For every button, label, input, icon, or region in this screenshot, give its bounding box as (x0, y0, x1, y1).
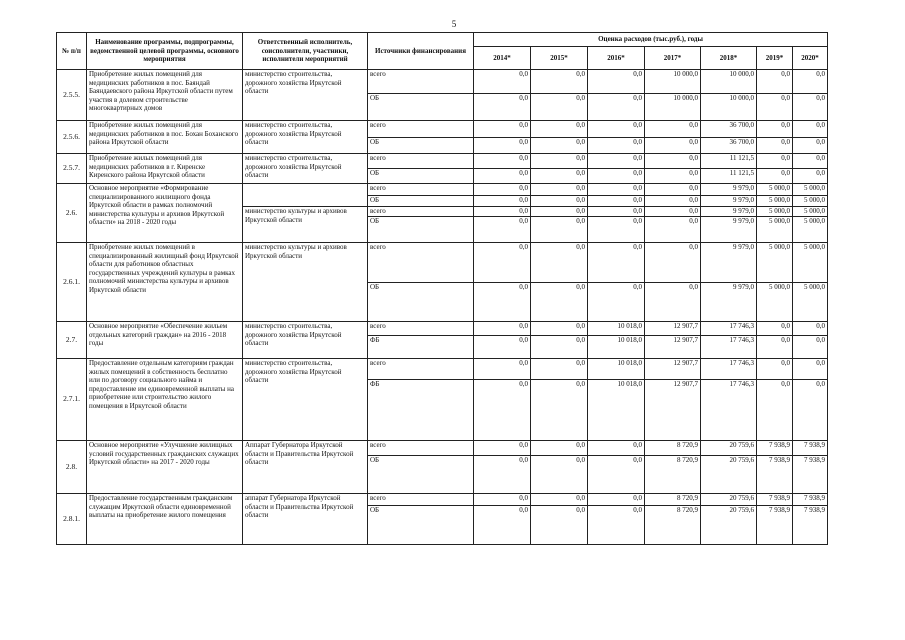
value-cell: 0,0 (531, 184, 588, 196)
value-cell: 20 759,6 (701, 506, 757, 545)
value-cell: 0,0 (793, 359, 828, 380)
value-cell: 12 907,7 (645, 359, 701, 380)
value-cell: 0,0 (757, 138, 793, 154)
row-number: 2.5.7. (57, 154, 87, 184)
value-cell: 0,0 (757, 169, 793, 184)
executor (243, 184, 368, 207)
table-row (57, 322, 828, 336)
value-cell: 0,0 (531, 138, 588, 154)
funding-source: ОБ (368, 217, 474, 243)
value-cell: 0,0 (793, 121, 828, 138)
value-cell: 5 000,0 (757, 283, 793, 322)
value-cell: 5 000,0 (793, 184, 828, 196)
row-number: 2.5.6. (57, 121, 87, 154)
activity-name: Основное мероприятие «Обеспечение жильем отдельных категорий граждан» на 2016 - 2018 годы (87, 322, 243, 359)
value-cell: 0,0 (645, 154, 701, 169)
value-cell: 0,0 (531, 243, 588, 283)
value-cell: 17 746,3 (701, 336, 757, 359)
value-cell: 9 979,0 (701, 184, 757, 196)
value-cell: 9 979,0 (701, 196, 757, 207)
value-cell: 0,0 (588, 283, 645, 322)
value-cell: 0,0 (793, 70, 828, 94)
value-cell: 7 938,9 (757, 441, 793, 456)
value-cell: 5 000,0 (757, 243, 793, 283)
value-cell: 5 000,0 (757, 196, 793, 207)
value-cell: 0,0 (793, 138, 828, 154)
funding-source: всего (368, 322, 474, 336)
value-cell: 0,0 (588, 154, 645, 169)
value-cell: 10 000,0 (701, 70, 757, 94)
value-cell: 0,0 (474, 243, 531, 283)
value-cell: 8 720,9 (645, 456, 701, 494)
value-cell: 0,0 (645, 243, 701, 283)
value-cell: 0,0 (531, 456, 588, 494)
value-cell: 0,0 (588, 207, 645, 217)
value-cell: 0,0 (531, 196, 588, 207)
value-cell: 0,0 (531, 283, 588, 322)
executor: аппарат Губернатора Иркутской области и Правительства Иркутской области (243, 494, 368, 545)
executor: министерство культуры и архивов Иркутской области (243, 207, 368, 243)
row-number: 2.8.1. (57, 494, 87, 545)
table-row (57, 121, 828, 138)
value-cell: 10 018,0 (588, 336, 645, 359)
value-cell: 0,0 (588, 94, 645, 121)
value-cell: 0,0 (474, 494, 531, 506)
value-cell: 0,0 (588, 456, 645, 494)
value-cell: 0,0 (531, 169, 588, 184)
executor: Аппарат Губернатора Иркутской области и Правительства Иркутской области (243, 441, 368, 494)
value-cell: 20 759,6 (701, 456, 757, 494)
value-cell: 0,0 (645, 121, 701, 138)
funding-source: всего (368, 243, 474, 283)
value-cell: 0,0 (531, 154, 588, 169)
value-cell: 0,0 (793, 322, 828, 336)
value-cell: 10 000,0 (645, 94, 701, 121)
value-cell: 0,0 (474, 380, 531, 441)
value-cell: 0,0 (645, 184, 701, 196)
header-estimate: Оценка расходов (тыс.руб.), годы (474, 33, 828, 47)
executor: министерство культуры и архивов Иркутской области (243, 243, 368, 322)
table-row (57, 70, 828, 94)
value-cell: 0,0 (474, 207, 531, 217)
value-cell: 0,0 (474, 138, 531, 154)
activity-name: Предоставление государственным гражданским служащим Иркутской области единовременной выплаты на приобретение жилого помещения (87, 494, 243, 545)
value-cell: 0,0 (588, 70, 645, 94)
value-cell: 9 979,0 (701, 243, 757, 283)
executor: министерство строительства, дорожного хозяйства Иркутской области (243, 359, 368, 441)
table-row (57, 243, 828, 283)
value-cell: 5 000,0 (757, 217, 793, 243)
value-cell: 0,0 (588, 441, 645, 456)
value-cell: 20 759,6 (701, 494, 757, 506)
value-cell: 0,0 (531, 94, 588, 121)
activity-name: Приобретение жилых помещений для медицинских работников в г. Киренске Киренского района Иркутской области (87, 154, 243, 184)
funding-source: всего (368, 359, 474, 380)
value-cell: 9 979,0 (701, 283, 757, 322)
value-cell: 0,0 (757, 322, 793, 336)
value-cell: 0,0 (474, 184, 531, 196)
value-cell: 0,0 (531, 70, 588, 94)
value-cell: 36 700,0 (701, 121, 757, 138)
table-row (57, 154, 828, 169)
value-cell: 0,0 (588, 184, 645, 196)
value-cell: 0,0 (588, 506, 645, 545)
row-number: 2.5.5. (57, 70, 87, 121)
value-cell: 0,0 (645, 207, 701, 217)
funding-source: всего (368, 184, 474, 196)
value-cell: 0,0 (531, 441, 588, 456)
value-cell: 7 938,9 (793, 441, 828, 456)
value-cell: 9 979,0 (701, 217, 757, 243)
value-cell: 17 746,3 (701, 322, 757, 336)
value-cell: 0,0 (757, 359, 793, 380)
activity-name: Приобретение жилых помещений для медицинских работников в пос. Бохан Боханского района Иркутской области (87, 121, 243, 154)
value-cell: 8 720,9 (645, 494, 701, 506)
row-number: 2.7. (57, 322, 87, 359)
value-cell: 0,0 (757, 70, 793, 94)
header-year: 2014* (474, 47, 531, 70)
activity-name: Основное мероприятие «Формирование специализированного жилищного фонда Иркутской области в рамках полномочий министерства культуры и архивов Иркутской области» на 2018 - 2020 годы (87, 184, 243, 243)
value-cell: 7 938,9 (793, 494, 828, 506)
header-year: 2015* (531, 47, 588, 70)
value-cell: 5 000,0 (793, 283, 828, 322)
value-cell: 5 000,0 (793, 207, 828, 217)
funding-source: ОБ (368, 138, 474, 154)
funding-source: ОБ (368, 196, 474, 207)
row-number: 2.6.1. (57, 243, 87, 322)
value-cell: 0,0 (474, 121, 531, 138)
activity-name: Предоставление отдельным категориям граждан жилых помещений в собственность бесплатно или по договору социального найма и предоставление им единовременной выплаты на приобретение или строительство жилого помещения в Иркутской области (87, 359, 243, 441)
value-cell: 0,0 (645, 283, 701, 322)
value-cell: 9 979,0 (701, 207, 757, 217)
activity-name: Приобретение жилых помещений для медицинских работников в пос. Баяндай Баяндаевского района Иркутской области путем участия в долевом строительстве многоквартирных домов (87, 70, 243, 121)
header-num: № п/п (57, 33, 87, 70)
header-executor: Ответственный исполнитель, соисполнители, участники, исполнители мероприятий (243, 33, 368, 70)
funding-source: ФБ (368, 336, 474, 359)
funding-source: всего (368, 494, 474, 506)
value-cell: 8 720,9 (645, 506, 701, 545)
header-year: 2020* (793, 47, 828, 70)
value-cell: 0,0 (588, 121, 645, 138)
value-cell: 17 746,3 (701, 359, 757, 380)
funding-source: ФБ (368, 380, 474, 441)
header-source: Источники финансирования (368, 33, 474, 70)
header-year: 2018* (701, 47, 757, 70)
executor: министерство строительства, дорожного хозяйства Иркутской области (243, 121, 368, 154)
value-cell: 10 018,0 (588, 322, 645, 336)
funding-source: всего (368, 121, 474, 138)
value-cell: 5 000,0 (757, 207, 793, 217)
row-number: 2.7.1. (57, 359, 87, 441)
value-cell: 0,0 (757, 121, 793, 138)
value-cell: 0,0 (588, 138, 645, 154)
value-cell: 7 938,9 (793, 506, 828, 545)
value-cell: 5 000,0 (793, 243, 828, 283)
value-cell: 0,0 (474, 456, 531, 494)
funding-source: всего (368, 70, 474, 94)
value-cell: 0,0 (645, 217, 701, 243)
value-cell: 36 700,0 (701, 138, 757, 154)
value-cell: 0,0 (793, 380, 828, 441)
row-number: 2.8. (57, 441, 87, 494)
header-year: 2017* (645, 47, 701, 70)
value-cell: 0,0 (531, 506, 588, 545)
header-year: 2016* (588, 47, 645, 70)
value-cell: 0,0 (793, 169, 828, 184)
value-cell: 0,0 (645, 196, 701, 207)
value-cell: 0,0 (757, 94, 793, 121)
header-year: 2019* (757, 47, 793, 70)
value-cell: 11 121,5 (701, 154, 757, 169)
value-cell: 0,0 (588, 243, 645, 283)
table-row (57, 441, 828, 456)
value-cell: 0,0 (531, 494, 588, 506)
value-cell: 0,0 (793, 154, 828, 169)
executor: министерство строительства, дорожного хозяйства Иркутской области (243, 70, 368, 121)
value-cell: 0,0 (757, 154, 793, 169)
executor: министерство строительства, дорожного хозяйства Иркутской области (243, 322, 368, 359)
page-number: 5 (451, 19, 457, 29)
value-cell: 0,0 (757, 336, 793, 359)
value-cell: 0,0 (588, 217, 645, 243)
value-cell: 0,0 (474, 169, 531, 184)
value-cell: 0,0 (474, 506, 531, 545)
value-cell: 0,0 (474, 441, 531, 456)
value-cell: 5 000,0 (793, 196, 828, 207)
value-cell: 0,0 (531, 217, 588, 243)
value-cell: 12 907,7 (645, 336, 701, 359)
header-name: Наименование программы, подпрограммы, ведомственной целевой программы, основного мероприятия (87, 33, 243, 70)
value-cell: 0,0 (757, 380, 793, 441)
funding-source: ОБ (368, 506, 474, 545)
funding-source: ОБ (368, 283, 474, 322)
value-cell: 0,0 (588, 494, 645, 506)
value-cell: 10 018,0 (588, 359, 645, 380)
activity-name: Приобретение жилых помещений в специализированный жилищный фонд Иркутской области для работников областных государственных учреждений культуры в рамках полномочий министерства культуры и архивов Иркутской области (87, 243, 243, 322)
executor: министерство строительства, дорожного хозяйства Иркутской области (243, 154, 368, 184)
value-cell: 0,0 (588, 196, 645, 207)
expenses-table (56, 32, 828, 545)
value-cell: 0,0 (588, 169, 645, 184)
table-row (57, 359, 828, 380)
value-cell: 7 938,9 (757, 494, 793, 506)
value-cell: 0,0 (474, 283, 531, 322)
funding-source: ОБ (368, 456, 474, 494)
value-cell: 10 000,0 (645, 70, 701, 94)
value-cell: 0,0 (531, 336, 588, 359)
value-cell: 0,0 (645, 138, 701, 154)
table-row (57, 494, 828, 506)
value-cell: 8 720,9 (645, 441, 701, 456)
value-cell: 0,0 (474, 336, 531, 359)
value-cell: 0,0 (474, 70, 531, 94)
value-cell: 0,0 (474, 322, 531, 336)
value-cell: 17 746,3 (701, 380, 757, 441)
value-cell: 0,0 (531, 380, 588, 441)
value-cell: 10 000,0 (701, 94, 757, 121)
value-cell: 7 938,9 (757, 456, 793, 494)
value-cell: 0,0 (531, 121, 588, 138)
activity-name: Основное мероприятие «Улучшение жилищных условий государственных гражданских служащих Иркутской области» на 2017 - 2020 годы (87, 441, 243, 494)
funding-source: ОБ (368, 169, 474, 184)
table-row (57, 184, 828, 196)
value-cell: 7 938,9 (793, 456, 828, 494)
value-cell: 12 907,7 (645, 322, 701, 336)
value-cell: 0,0 (474, 94, 531, 121)
value-cell: 0,0 (474, 196, 531, 207)
value-cell: 0,0 (645, 169, 701, 184)
value-cell: 11 121,5 (701, 169, 757, 184)
funding-source: всего (368, 441, 474, 456)
value-cell: 5 000,0 (793, 217, 828, 243)
value-cell: 0,0 (474, 154, 531, 169)
value-cell: 0,0 (531, 207, 588, 217)
value-cell: 10 018,0 (588, 380, 645, 441)
value-cell: 20 759,6 (701, 441, 757, 456)
row-number: 2.6. (57, 184, 87, 243)
value-cell: 12 907,7 (645, 380, 701, 441)
value-cell: 0,0 (474, 217, 531, 243)
value-cell: 0,0 (793, 94, 828, 121)
value-cell: 7 938,9 (757, 506, 793, 545)
funding-source: всего (368, 207, 474, 217)
funding-source: ОБ (368, 94, 474, 121)
value-cell: 0,0 (793, 336, 828, 359)
value-cell: 0,0 (531, 359, 588, 380)
value-cell: 5 000,0 (757, 184, 793, 196)
value-cell: 0,0 (531, 322, 588, 336)
funding-source: всего (368, 154, 474, 169)
value-cell: 0,0 (474, 359, 531, 380)
